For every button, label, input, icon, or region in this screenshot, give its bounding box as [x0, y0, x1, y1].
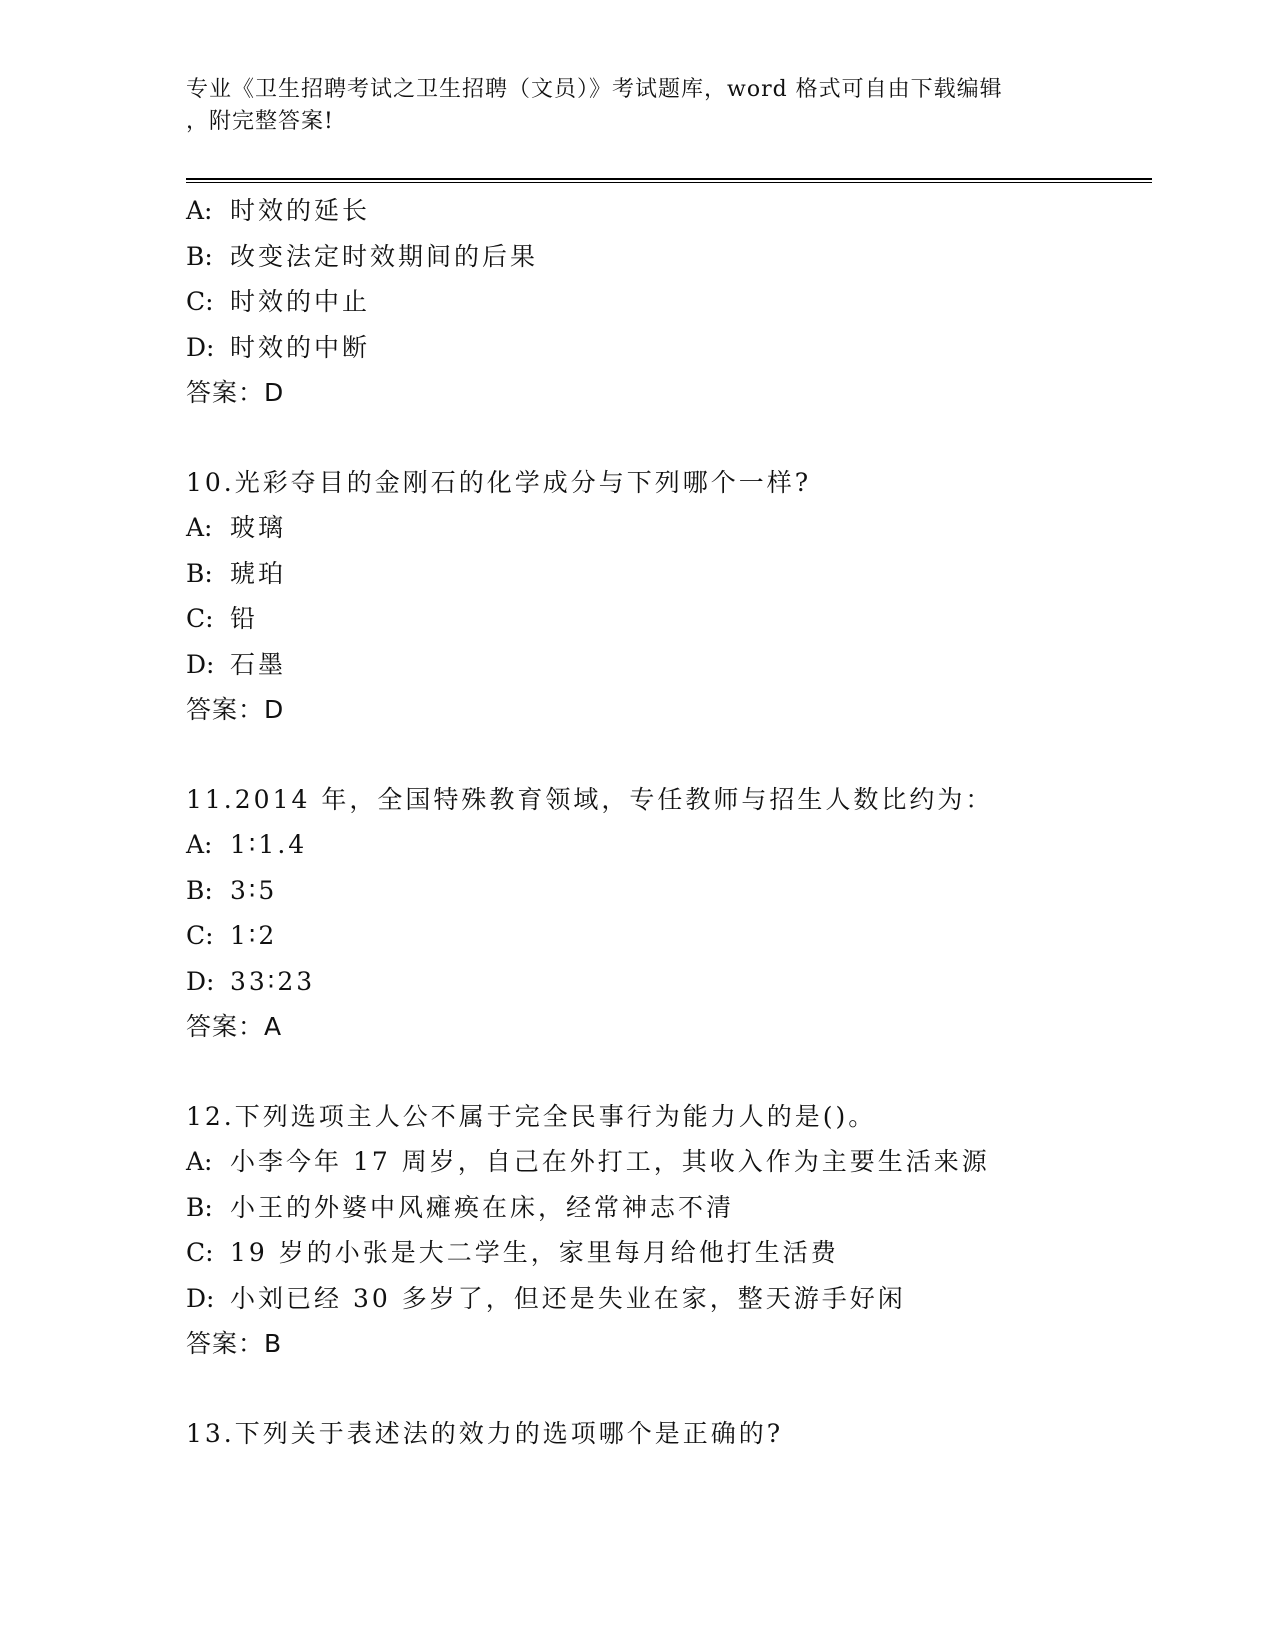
header-rule-thick — [186, 178, 1152, 180]
answer-line: 答案：B — [186, 1329, 283, 1358]
answer-line: 答案：D — [186, 378, 285, 407]
option-c: C: 铅 — [186, 604, 259, 633]
question-text: 10.光彩夺目的金刚石的化学成分与下列哪个一样? — [186, 467, 812, 497]
option-b: B: 改变法定时效期间的后果 — [186, 241, 539, 271]
option-c: C: 时效的中止 — [186, 287, 371, 316]
question-10 — [186, 460, 1152, 733]
option-d: D: 时效的中断 — [186, 332, 371, 362]
option-c: C: 1∶2 — [186, 921, 278, 950]
question-text: 12.下列选项主人公不属于完全民事行为能力人的是()。 — [186, 1101, 877, 1131]
header-line-1: 专业《卫生招聘考试之卫生招聘（文员）》考试题库，word 格式可自由下载编辑 — [186, 77, 1003, 102]
option-d: D: 石墨 — [186, 649, 287, 679]
header-line-2: ，附完整答案! — [186, 109, 334, 134]
answer-line: 答案：D — [186, 695, 285, 724]
option-c: C: 19 岁的小张是大二学生，家里每月给他打生活费 — [186, 1238, 839, 1267]
option-a: A: 玻璃 — [186, 513, 287, 542]
option-b: B: 琥珀 — [186, 558, 287, 588]
question-list — [186, 188, 1152, 1456]
question-11 — [186, 777, 1152, 1050]
answer-line: 答案：A — [186, 1012, 283, 1041]
option-d: D: 小刘已经 30 多岁了，但还是失业在家，整天游手好闲 — [186, 1283, 906, 1313]
question-text: 11.2014 年，全国特殊教育领域，专任教师与招生人数比约为： — [186, 784, 994, 814]
option-a: A: 1∶1.4 — [186, 830, 308, 859]
question-12 — [186, 1094, 1152, 1367]
option-d: D: 33∶23 — [186, 966, 316, 996]
header-rule-thin — [186, 182, 1152, 183]
option-a: A: 时效的延长 — [186, 196, 371, 225]
option-b: B: 3∶5 — [186, 875, 278, 905]
question-prev — [186, 188, 1152, 416]
question-text: 13.下列关于表述法的效力的选项哪个是正确的? — [186, 1418, 784, 1448]
option-a: A: 小李今年 17 周岁，自己在外打工，其收入作为主要生活来源 — [186, 1147, 990, 1176]
question-13 — [186, 1411, 1152, 1457]
document-header — [186, 74, 1066, 138]
option-b: B: 小王的外婆中风瘫痪在床，经常神志不清 — [186, 1192, 735, 1222]
